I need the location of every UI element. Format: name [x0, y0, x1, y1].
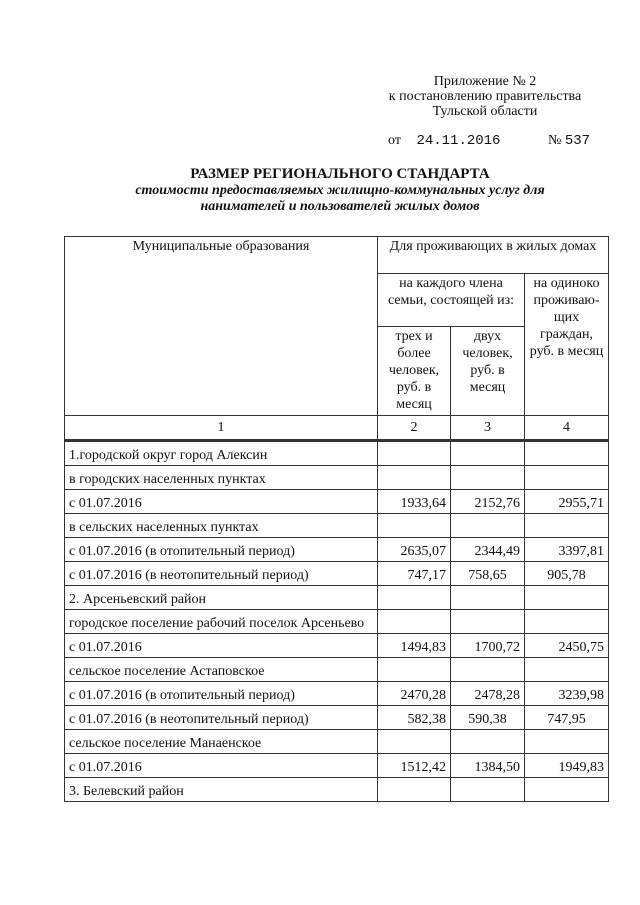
row-name: в сельских населенных пунктах — [65, 514, 378, 538]
cell-single — [525, 730, 609, 754]
cell-three-plus — [378, 610, 451, 634]
cell-two: 2344,49 — [451, 538, 525, 562]
cell-single: 747,95 — [525, 706, 609, 730]
header-municipality: Муниципальные образования — [65, 237, 378, 416]
cell-single: 905,78 — [525, 562, 609, 586]
cell-three-plus: 582,38 — [378, 706, 451, 730]
title-sub-line-2: нанимателей и пользователей жилых домов — [200, 199, 480, 214]
cell-three-plus: 1512,42 — [378, 754, 451, 778]
table-row — [65, 562, 609, 586]
cell-single — [525, 610, 609, 634]
order-line — [388, 133, 608, 149]
row-name: в городских населенных пунктах — [65, 466, 378, 490]
column-number-4: 4 — [525, 416, 609, 441]
table-row — [65, 658, 609, 682]
cell-three-plus — [378, 730, 451, 754]
table-row — [65, 778, 609, 802]
cell-three-plus — [378, 466, 451, 490]
appendix-header — [360, 74, 610, 119]
cell-two — [451, 610, 525, 634]
cell-two — [451, 514, 525, 538]
appendix-title: Приложение № 2 — [433, 74, 537, 89]
cell-single — [525, 658, 609, 682]
order-number: 537 — [564, 133, 591, 149]
cell-three-plus: 1933,64 — [378, 490, 451, 514]
header-residents: Для проживающих в жилых домах — [378, 237, 609, 274]
cell-two — [451, 730, 525, 754]
title-sub-line-1: стоимости предоставляемых жилищно-коммунальных услуг для — [135, 183, 545, 198]
cell-three-plus: 747,17 — [378, 562, 451, 586]
row-name: с 01.07.2016 — [65, 754, 378, 778]
table-row — [65, 514, 609, 538]
cell-single — [525, 778, 609, 802]
cell-three-plus — [378, 441, 451, 466]
cell-two: 2478,28 — [451, 682, 525, 706]
row-name: с 01.07.2016 (в неотопительный период) — [65, 562, 378, 586]
row-name: 1.городской округ город Алексин — [65, 441, 378, 466]
cell-two — [451, 658, 525, 682]
cell-three-plus — [378, 778, 451, 802]
order-from-label: от — [388, 133, 401, 148]
cell-single — [525, 514, 609, 538]
table-row — [65, 466, 609, 490]
column-number-3: 3 — [451, 416, 525, 441]
row-name: с 01.07.2016 — [65, 634, 378, 658]
order-number-sign: № — [547, 133, 562, 148]
cell-single — [525, 441, 609, 466]
cell-single: 2450,75 — [525, 634, 609, 658]
cell-two — [451, 586, 525, 610]
table-row — [65, 610, 609, 634]
cell-single: 2955,71 — [525, 490, 609, 514]
cell-two — [451, 441, 525, 466]
row-name: с 01.07.2016 — [65, 490, 378, 514]
cell-two: 2152,76 — [451, 490, 525, 514]
row-name: сельское поселение Манаенское — [65, 730, 378, 754]
cell-two — [451, 778, 525, 802]
table-row — [65, 586, 609, 610]
row-name: с 01.07.2016 (в отопительный период) — [65, 538, 378, 562]
cell-single: 1949,83 — [525, 754, 609, 778]
table-row — [65, 634, 609, 658]
cell-three-plus — [378, 514, 451, 538]
row-name: городское поселение рабочий поселок Арсеньево — [65, 610, 378, 634]
cell-three-plus: 1494,83 — [378, 634, 451, 658]
table-row — [65, 490, 609, 514]
row-name: сельское поселение Астаповское — [65, 658, 378, 682]
cell-two: 590,38 — [451, 706, 525, 730]
table-row — [65, 754, 609, 778]
cell-three-plus: 2635,07 — [378, 538, 451, 562]
row-name: с 01.07.2016 (в отопительный период) — [65, 682, 378, 706]
cell-three-plus — [378, 658, 451, 682]
header-per-member: на каждого члена семьи, состоящей из: — [378, 274, 525, 327]
standard-cost-table — [64, 236, 609, 802]
row-name: 2. Арсеньевский район — [65, 586, 378, 610]
cell-three-plus — [378, 586, 451, 610]
appendix-region-line: Тульской области — [432, 104, 538, 119]
cell-single — [525, 586, 609, 610]
cell-two: 758,65 — [451, 562, 525, 586]
row-name: с 01.07.2016 (в неотопительный период) — [65, 706, 378, 730]
cell-single: 3239,98 — [525, 682, 609, 706]
header-two: двух человек, руб. в месяц — [451, 327, 525, 416]
header-single: на одиноко проживаю-щих граждан, руб. в месяц — [525, 274, 609, 416]
table-row — [65, 706, 609, 730]
cell-single — [525, 466, 609, 490]
column-number-1: 1 — [65, 416, 378, 441]
table-row — [65, 538, 609, 562]
appendix-resolution-line: к постановлению правительства — [388, 89, 582, 104]
cell-three-plus: 2470,28 — [378, 682, 451, 706]
cell-two: 1700,72 — [451, 634, 525, 658]
table-row — [65, 682, 609, 706]
cell-two — [451, 466, 525, 490]
row-name: 3. Белевский район — [65, 778, 378, 802]
column-number-2: 2 — [378, 416, 451, 441]
table-row — [65, 441, 609, 466]
header-three-plus: трех и более человек, руб. в месяц — [378, 327, 451, 416]
order-date: 24.11.2016 — [416, 133, 501, 149]
cell-single: 3397,81 — [525, 538, 609, 562]
title-main: РАЗМЕР РЕГИОНАЛЬНОГО СТАНДАРТА — [190, 166, 490, 182]
table-row — [65, 730, 609, 754]
document-title — [100, 165, 580, 215]
cell-two: 1384,50 — [451, 754, 525, 778]
